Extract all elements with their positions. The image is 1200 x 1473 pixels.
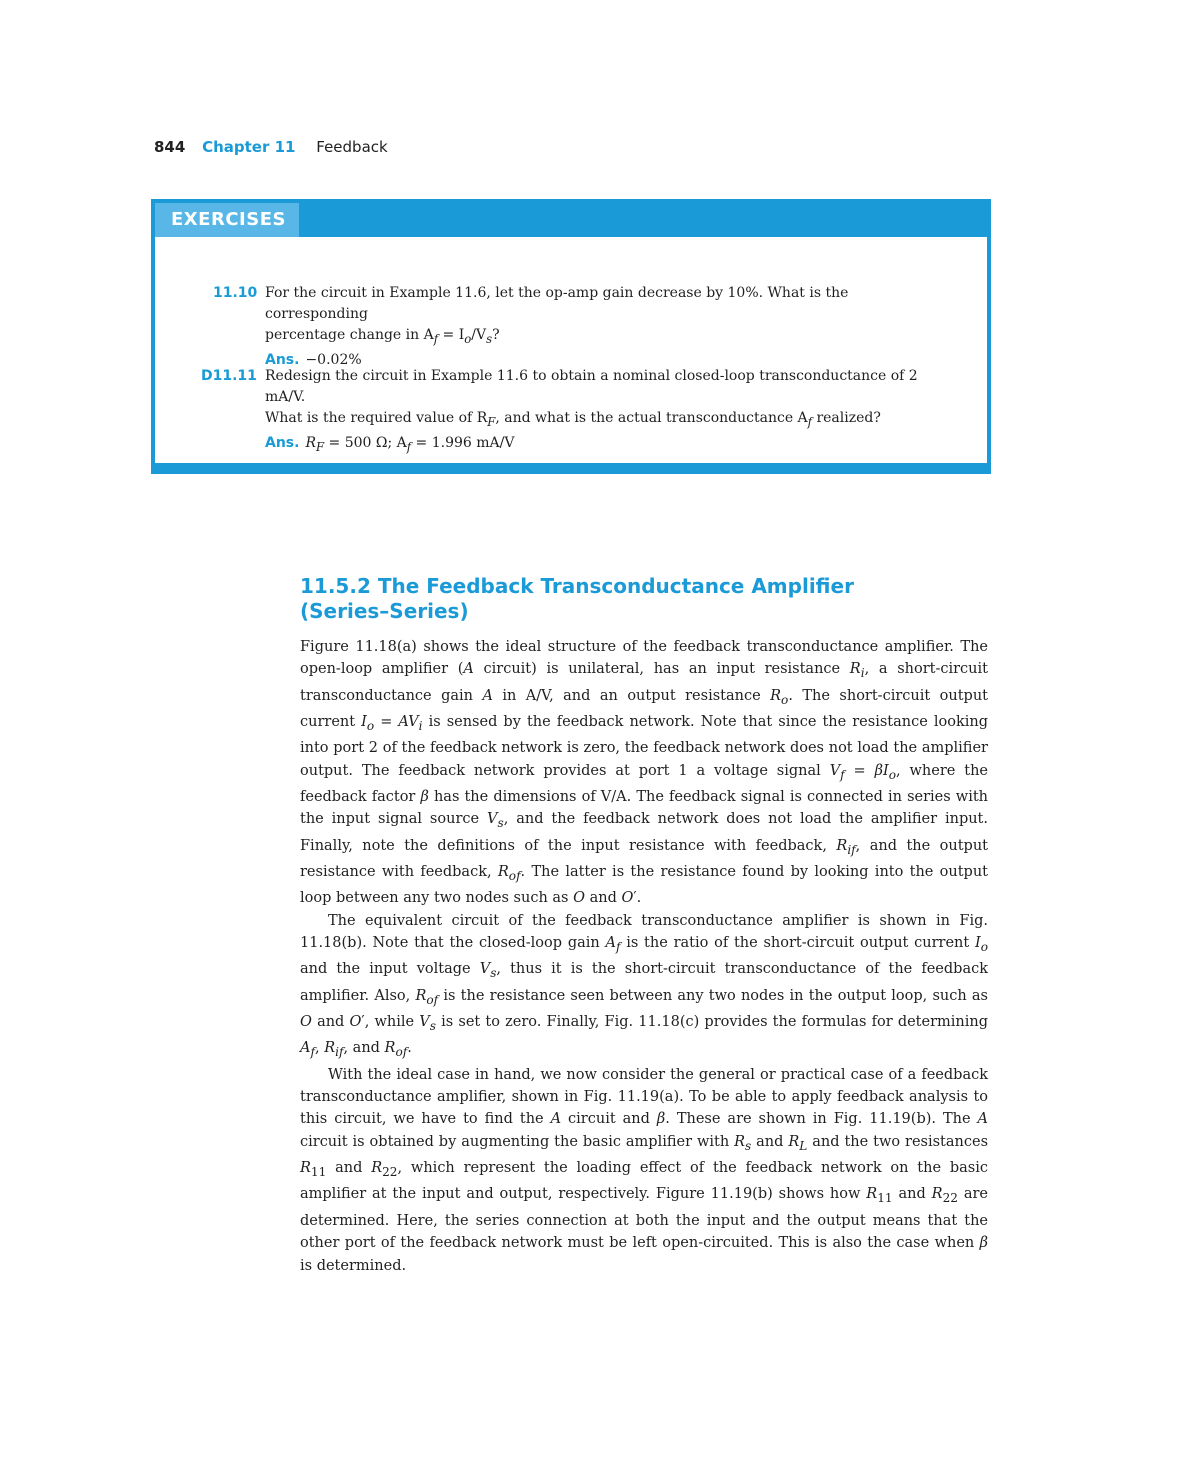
- exercise-text-line: What is the required value of $R_F$, and what is the actual transconductance $A_f$ realized?: [265, 410, 881, 429]
- paragraph: Figure 11.18(a) shows the ideal structure of the feedback transconductance amplifier. The open-loop amplifier (A circuit) is unilateral, has an input resistance $R_i$, a short-circuit transconductance gain A in A/V, and an output resistance $R_o$. The short-circuit output current $I_o = AV_i$ is sensed by the feedback network. Note that since the resistance looking into port 2 of the feedback network is zero, the feedback network does not load the amplifier output. The feedback network provides at port 1 a voltage signal $V_f = \beta I_o$, where the feedback factor β has the dimensions of V/A. The feedback signal is connected in series with the input signal source $V_s$, and the feedback network does not load the amplifier input. Finally, note the definitions of the input resistance with feedback, $R_{if}$, and the output resistance with feedback, $R_{of}$. The latter is the resistance found by looking into the output loop between any two nodes such as O and O′.: [300, 639, 989, 907]
- exercises-box: [151, 199, 991, 474]
- exercise-text-line: percentage change in $A_f = I_o/V_s$?: [265, 327, 500, 346]
- body-text: [300, 636, 988, 1277]
- exercise-body: [265, 366, 955, 458]
- chapter-label: Chapter 11: [202, 138, 296, 156]
- section-label: Feedback: [316, 138, 388, 156]
- exercise-number: D11.11: [201, 368, 257, 384]
- exercise-text-line: Redesign the circuit in Example 11.6 to obtain a nominal closed-loop transconductance of 2 mA/V.: [265, 368, 918, 405]
- exercise-answer: Ans. −0.02%: [265, 351, 362, 368]
- section-heading: 11.5.2 The Feedback Transconductance Amplifier (Series–Series): [300, 574, 854, 623]
- exercise-text-line: For the circuit in Example 11.6, let the op-amp gain decrease by 10%. What is the corresponding: [265, 285, 849, 322]
- exercise-answer: Ans. $R_F = 500$ Ω; $A_f = 1.996$ mA/V: [265, 434, 515, 454]
- exercise-body: [265, 283, 955, 371]
- running-head: [154, 138, 388, 156]
- paragraph: With the ideal case in hand, we now consider the general or practical case of a feedback transconductance amplifier, shown in Fig. 11.19(a). To be able to apply feedback analysis to this circuit, we have to find the A circuit and β. These are shown in Fig. 11.19(b). The A circuit is obtained by augmenting the basic amplifier with $R_s$ and $R_L$ and the two resistances $R_{11}$ and $R_{22}$, which represent the loading effect of the feedback network on the basic amplifier at the input and output, respectively. Figure 11.19(b) shows how $R_{11}$ and $R_{22}$ are determined. Here, the series connection at both the input and the output means that the other port of the feedback network must be left open-circuited. This is also the case when β is determined.: [300, 1066, 989, 1274]
- exercises-header-bar: [155, 203, 987, 237]
- page-number: 844: [154, 138, 186, 156]
- exercise-number: 11.10: [213, 285, 258, 301]
- paragraph: The equivalent circuit of the feedback transconductance amplifier is shown in Fig. 11.18(b). Note that the closed-loop gain $A_f$ is the ratio of the short-circuit output current $I_o$ and the input voltage $V_s$, thus it is the short-circuit transconductance of the feedback amplifier. Also, $R_{of}$ is the resistance seen between any two nodes in the output loop, such as O and O′, while $V_s$ is set to zero. Finally, Fig. 11.18(c) provides the formulas for determining $A_f$, $R_{if}$, and $R_{of}$.: [300, 912, 988, 1060]
- exercises-title: EXERCISES: [155, 203, 299, 237]
